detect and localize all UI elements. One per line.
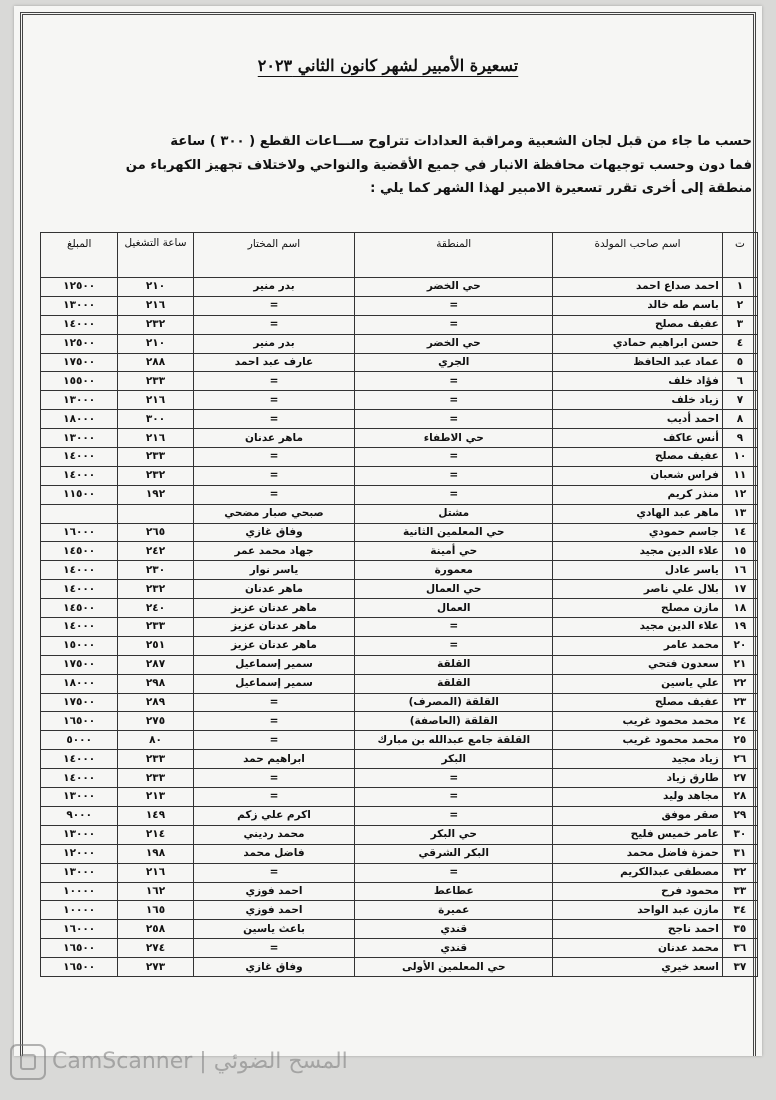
cell-amount: ١٧٥٠٠ <box>41 693 118 712</box>
cell-area: = <box>355 448 553 467</box>
table-row <box>41 296 758 315</box>
cell-mukhtar: احمد فوزي <box>193 901 355 920</box>
table-row <box>41 466 758 485</box>
cell-no: ٦ <box>722 372 757 391</box>
cell-area: القلقة (العاصفة) <box>355 712 553 731</box>
cell-owner-name: فؤاد خلف <box>553 372 723 391</box>
cell-amount: ١٢٥٠٠ <box>41 278 118 297</box>
cell-area: حي الخضر <box>355 334 553 353</box>
cell-mukhtar: ماهر عدنان <box>193 429 355 448</box>
cell-operating-hours: ٢٨٨ <box>118 353 193 372</box>
table-row <box>41 618 758 637</box>
cell-no: ٢٠ <box>722 636 757 655</box>
table-row <box>41 580 758 599</box>
cell-operating-hours: ٢٤٠ <box>118 599 193 618</box>
cell-amount: ١٥٥٠٠ <box>41 372 118 391</box>
cell-no: ٢٥ <box>722 731 757 750</box>
cell-owner-name: صقر موفق <box>553 806 723 825</box>
cell-no: ٥ <box>722 353 757 372</box>
cell-mukhtar: = <box>193 769 355 788</box>
cell-no: ٣٣ <box>722 882 757 901</box>
header-owner-name: اسم صاحب المولدة <box>553 233 723 278</box>
cell-no: ٣١ <box>722 844 757 863</box>
cell-owner-name: عامر خميس فليح <box>553 825 723 844</box>
cell-operating-hours: ٢٣٢ <box>118 315 193 334</box>
cell-mukhtar: بدر منير <box>193 278 355 297</box>
cell-amount: ١١٥٠٠ <box>41 485 118 504</box>
cell-operating-hours: ٢١٦ <box>118 391 193 410</box>
table-row <box>41 523 758 542</box>
cell-mukhtar: جهاد محمد عمر <box>193 542 355 561</box>
cell-area: حي الخضر <box>355 278 553 297</box>
cell-owner-name: عفيف مصلح <box>553 448 723 467</box>
cell-area: حي العمال <box>355 580 553 599</box>
cell-no: ١٥ <box>722 542 757 561</box>
document-title: تسعيرة الأمبير لشهر كانون الثاني ٢٠٢٣ <box>257 56 519 75</box>
cell-area: القلقة <box>355 674 553 693</box>
cell-mukhtar: عارف عبد احمد <box>193 353 355 372</box>
cell-operating-hours: ٢٥١ <box>118 636 193 655</box>
cell-no: ٨ <box>722 410 757 429</box>
cell-amount: ١٣٠٠٠ <box>41 429 118 448</box>
cell-area: حي المعلمين الأولى <box>355 958 553 977</box>
cell-no: ١٨ <box>722 599 757 618</box>
cell-operating-hours: ٢٣٠ <box>118 561 193 580</box>
cell-no: ٢٨ <box>722 788 757 807</box>
cell-operating-hours: ٢١٠ <box>118 334 193 353</box>
cell-mukhtar: = <box>193 410 355 429</box>
cell-no: ٧ <box>722 391 757 410</box>
cell-operating-hours: ٢٣٣ <box>118 750 193 769</box>
cell-owner-name: احمد صداع احمد <box>553 278 723 297</box>
cell-amount: ٥٠٠٠ <box>41 731 118 750</box>
cell-owner-name: علاء الدين مجيد <box>553 542 723 561</box>
document-page <box>14 6 762 1056</box>
cell-no: ٣٤ <box>722 901 757 920</box>
table-row <box>41 504 758 523</box>
cell-amount: ١٤٥٠٠ <box>41 542 118 561</box>
cell-operating-hours: ٢١٣ <box>118 788 193 807</box>
cell-area: البكر الشرقي <box>355 844 553 863</box>
cell-operating-hours: ٢١٠ <box>118 278 193 297</box>
cell-operating-hours: ٢٣٣ <box>118 769 193 788</box>
cell-operating-hours: ٢٧٣ <box>118 958 193 977</box>
cell-no: ٢٢ <box>722 674 757 693</box>
header-mukhtar: اسم المختار <box>193 233 355 278</box>
cell-area: = <box>355 618 553 637</box>
cell-no: ٢٦ <box>722 750 757 769</box>
cell-mukhtar: ماهر عدنان عزيز <box>193 599 355 618</box>
cell-operating-hours: ١٩٢ <box>118 485 193 504</box>
table-header-row <box>41 233 758 278</box>
cell-no: ١٢ <box>722 485 757 504</box>
table-row <box>41 599 758 618</box>
cell-area: عميرة <box>355 901 553 920</box>
cell-owner-name: ياسر عادل <box>553 561 723 580</box>
cell-area: عطاعط <box>355 882 553 901</box>
cell-operating-hours: ٢٨٧ <box>118 655 193 674</box>
cell-mukhtar: = <box>193 788 355 807</box>
cell-no: ٢٧ <box>722 769 757 788</box>
cell-owner-name: مازن مصلح <box>553 599 723 618</box>
cell-operating-hours: ٢٥٨ <box>118 920 193 939</box>
cell-owner-name: باسم طه خالد <box>553 296 723 315</box>
cell-operating-hours: ٨٠ <box>118 731 193 750</box>
cell-mukhtar: = <box>193 372 355 391</box>
cell-mukhtar: ماهر عدنان عزيز <box>193 618 355 637</box>
cell-amount: ١٤٠٠٠ <box>41 466 118 485</box>
scanner-watermark <box>10 1042 440 1082</box>
cell-mukhtar: فاضل محمد <box>193 844 355 863</box>
cell-area: مشتل <box>355 504 553 523</box>
cell-owner-name: منذر كريم <box>553 485 723 504</box>
cell-mukhtar: = <box>193 466 355 485</box>
table-row <box>41 372 758 391</box>
cell-amount: ١٥٠٠٠ <box>41 636 118 655</box>
table-row <box>41 334 758 353</box>
cell-no: ١ <box>722 278 757 297</box>
cell-amount: ١٣٠٠٠ <box>41 391 118 410</box>
cell-mukhtar: ياسر نوار <box>193 561 355 580</box>
table-row <box>41 315 758 334</box>
table-row <box>41 561 758 580</box>
cell-mukhtar: وفاق غازي <box>193 958 355 977</box>
cell-operating-hours: ٢١٤ <box>118 825 193 844</box>
table-row <box>41 844 758 863</box>
table-row <box>41 769 758 788</box>
cell-owner-name: محمود فرح <box>553 882 723 901</box>
table-row <box>41 542 758 561</box>
table-row <box>41 693 758 712</box>
cell-amount: ١٣٠٠٠ <box>41 863 118 882</box>
cell-area: = <box>355 636 553 655</box>
cell-amount: ١٧٥٠٠ <box>41 353 118 372</box>
cell-mukhtar: ابراهيم حمد <box>193 750 355 769</box>
cell-operating-hours: ٢٣٢ <box>118 580 193 599</box>
cell-amount: ١٦٥٠٠ <box>41 712 118 731</box>
cell-mukhtar: = <box>193 863 355 882</box>
cell-owner-name: زياد مجيد <box>553 750 723 769</box>
cell-no: ١٧ <box>722 580 757 599</box>
cell-mukhtar: سمير إسماعيل <box>193 655 355 674</box>
cell-owner-name: مصطفى عبدالكريم <box>553 863 723 882</box>
cell-no: ٣٧ <box>722 958 757 977</box>
cell-area: = <box>355 296 553 315</box>
cell-area: قندي <box>355 920 553 939</box>
cell-area: البكر <box>355 750 553 769</box>
cell-mukhtar: بدر منير <box>193 334 355 353</box>
table-row <box>41 674 758 693</box>
cell-mukhtar: = <box>193 391 355 410</box>
table-row <box>41 882 758 901</box>
cell-no: ١١ <box>722 466 757 485</box>
cell-amount: ١٣٠٠٠ <box>41 788 118 807</box>
cell-no: ١٤ <box>722 523 757 542</box>
cell-owner-name: اسعد خيري <box>553 958 723 977</box>
cell-mukhtar: اكرم علي زكم <box>193 806 355 825</box>
cell-area: = <box>355 863 553 882</box>
cell-amount: ١٢٠٠٠ <box>41 844 118 863</box>
table-row <box>41 278 758 297</box>
cell-no: ٩ <box>722 429 757 448</box>
cell-operating-hours: ٢٤٢ <box>118 542 193 561</box>
cell-amount: ١٤٠٠٠ <box>41 769 118 788</box>
cell-no: ١٣ <box>722 504 757 523</box>
cell-amount: ٩٠٠٠ <box>41 806 118 825</box>
cell-no: ٣٢ <box>722 863 757 882</box>
cell-area: = <box>355 315 553 334</box>
table-row <box>41 448 758 467</box>
cell-area: معمورة <box>355 561 553 580</box>
table-row <box>41 788 758 807</box>
cell-operating-hours: ٢٦٥ <box>118 523 193 542</box>
cell-operating-hours: ٢٨٩ <box>118 693 193 712</box>
pricing-table <box>40 232 758 977</box>
cell-area: حي الاطفاء <box>355 429 553 448</box>
cell-amount: ١٧٥٠٠ <box>41 655 118 674</box>
cell-owner-name: محمد محمود غريب <box>553 731 723 750</box>
cell-operating-hours: ٢٧٤ <box>118 939 193 958</box>
camscanner-icon <box>10 1044 46 1080</box>
cell-owner-name: زياد خلف <box>553 391 723 410</box>
table-row <box>41 825 758 844</box>
cell-owner-name: أنس عاكف <box>553 429 723 448</box>
cell-operating-hours: ٢١٦ <box>118 296 193 315</box>
cell-owner-name: مازن عبد الواحد <box>553 901 723 920</box>
table-row <box>41 636 758 655</box>
cell-operating-hours: ٢١٦ <box>118 429 193 448</box>
cell-mukhtar: صبحي صبار مضحي <box>193 504 355 523</box>
cell-owner-name: احمد أديب <box>553 410 723 429</box>
cell-mukhtar: = <box>193 712 355 731</box>
cell-operating-hours: ١٦٢ <box>118 882 193 901</box>
cell-owner-name: علاء الدين مجيد <box>553 618 723 637</box>
cell-amount: ١٢٥٠٠ <box>41 334 118 353</box>
cell-owner-name: مجاهد وليد <box>553 788 723 807</box>
cell-amount: ١٤٠٠٠ <box>41 618 118 637</box>
cell-area: = <box>355 485 553 504</box>
cell-no: ٤ <box>722 334 757 353</box>
cell-operating-hours: ١٦٥ <box>118 901 193 920</box>
header-operating-hours: ساعة التشغيل <box>118 233 193 278</box>
table-row <box>41 920 758 939</box>
cell-area: القلقة <box>355 655 553 674</box>
table-row <box>41 901 758 920</box>
cell-amount: ١٨٠٠٠ <box>41 674 118 693</box>
cell-area: = <box>355 391 553 410</box>
cell-owner-name: عفيف مصلح <box>553 315 723 334</box>
table-row <box>41 863 758 882</box>
cell-operating-hours: ٢٣٣ <box>118 448 193 467</box>
cell-amount <box>41 504 118 523</box>
cell-no: ١٦ <box>722 561 757 580</box>
intro-line: حسب ما جاء من قبل لجان الشعبية ومراقبة العدادات تتراوح ســـاعات القطع ( ٣٠٠ ) ساعة <box>170 134 752 149</box>
cell-mukhtar: = <box>193 939 355 958</box>
cell-mukhtar: = <box>193 731 355 750</box>
cell-mukhtar: احمد فوزي <box>193 882 355 901</box>
cell-owner-name: احمد ناجح <box>553 920 723 939</box>
cell-area: القلقة جامع عبدالله بن مبارك <box>355 731 553 750</box>
header-area: المنطقة <box>355 233 553 278</box>
cell-amount: ١٦٠٠٠ <box>41 523 118 542</box>
watermark-text: CamScanner | المسح الضوئي <box>52 1049 348 1074</box>
cell-owner-name: محمد عدنان <box>553 939 723 958</box>
cell-owner-name: عفيف مصلح <box>553 693 723 712</box>
cell-amount: ١٠٠٠٠ <box>41 901 118 920</box>
table-row <box>41 806 758 825</box>
cell-area: القلقة (المصرف) <box>355 693 553 712</box>
cell-operating-hours: ٢٧٥ <box>118 712 193 731</box>
table-row <box>41 731 758 750</box>
cell-owner-name: فراس شعبان <box>553 466 723 485</box>
cell-operating-hours: ٢٣٣ <box>118 618 193 637</box>
table-row <box>41 939 758 958</box>
cell-operating-hours: ٢٣٣ <box>118 372 193 391</box>
cell-owner-name: محمد عامر <box>553 636 723 655</box>
cell-amount: ١٣٠٠٠ <box>41 296 118 315</box>
cell-mukhtar: وفاق غازي <box>193 523 355 542</box>
cell-owner-name: عماد عبد الحافظ <box>553 353 723 372</box>
cell-no: ٢ <box>722 296 757 315</box>
cell-area: = <box>355 410 553 429</box>
cell-owner-name: ماهر عبد الهادي <box>553 504 723 523</box>
cell-operating-hours: ٢١٦ <box>118 863 193 882</box>
cell-area: حي أمينة <box>355 542 553 561</box>
table-row <box>41 410 758 429</box>
cell-no: ٢٤ <box>722 712 757 731</box>
table-row <box>41 391 758 410</box>
cell-area: الجري <box>355 353 553 372</box>
cell-no: ٢١ <box>722 655 757 674</box>
cell-amount: ١٤٠٠٠ <box>41 750 118 769</box>
cell-amount: ١٣٠٠٠ <box>41 825 118 844</box>
intro-paragraph <box>68 130 752 201</box>
cell-mukhtar: محمد رديني <box>193 825 355 844</box>
cell-operating-hours <box>118 504 193 523</box>
table-body <box>41 278 758 977</box>
cell-owner-name: محمد محمود غريب <box>553 712 723 731</box>
cell-operating-hours: ٢٣٢ <box>118 466 193 485</box>
cell-mukhtar: = <box>193 448 355 467</box>
cell-no: ٣٥ <box>722 920 757 939</box>
cell-mukhtar: سمير إسماعيل <box>193 674 355 693</box>
table-row <box>41 429 758 448</box>
cell-amount: ١٦٥٠٠ <box>41 939 118 958</box>
cell-area: حي المعلمين الثانية <box>355 523 553 542</box>
cell-mukhtar: ماهر عدنان عزيز <box>193 636 355 655</box>
cell-operating-hours: ١٩٨ <box>118 844 193 863</box>
cell-owner-name: حسن ابراهيم حمادي <box>553 334 723 353</box>
cell-no: ٣٠ <box>722 825 757 844</box>
cell-mukhtar: = <box>193 693 355 712</box>
table-row <box>41 655 758 674</box>
cell-area: = <box>355 806 553 825</box>
intro-line: منطقة إلى أخرى تقرر تسعيرة الامبير لهذا الشهر كما يلي : <box>370 181 752 196</box>
cell-area: = <box>355 372 553 391</box>
header-amount: المبلغ <box>41 233 118 278</box>
cell-owner-name: جاسم حمودي <box>553 523 723 542</box>
cell-area: قندي <box>355 939 553 958</box>
cell-amount: ١٨٠٠٠ <box>41 410 118 429</box>
cell-no: ٣٦ <box>722 939 757 958</box>
cell-mukhtar: ماهر عدنان <box>193 580 355 599</box>
cell-area: حي البكر <box>355 825 553 844</box>
cell-operating-hours: ٣٠٠ <box>118 410 193 429</box>
cell-operating-hours: ٢٩٨ <box>118 674 193 693</box>
cell-mukhtar: = <box>193 296 355 315</box>
cell-amount: ١٤٠٠٠ <box>41 580 118 599</box>
table-row <box>41 712 758 731</box>
cell-area: العمال <box>355 599 553 618</box>
cell-no: ١٠ <box>722 448 757 467</box>
table-row <box>41 485 758 504</box>
cell-owner-name: سعدون فتحي <box>553 655 723 674</box>
cell-amount: ١٦٥٠٠ <box>41 958 118 977</box>
table-row <box>41 353 758 372</box>
cell-amount: ١٦٠٠٠ <box>41 920 118 939</box>
cell-amount: ١٤٥٠٠ <box>41 599 118 618</box>
header-no: ت <box>722 233 757 278</box>
cell-no: ١٩ <box>722 618 757 637</box>
cell-owner-name: حمزة فاضل محمد <box>553 844 723 863</box>
cell-area: = <box>355 788 553 807</box>
cell-no: ٢٣ <box>722 693 757 712</box>
cell-mukhtar: باعث ياسين <box>193 920 355 939</box>
cell-no: ٢٩ <box>722 806 757 825</box>
table-row <box>41 750 758 769</box>
intro-line: فما دون وحسب توجيهات محافظة الانبار في جميع الأقضية والنواحي ولاختلاف تجهيز الكهرباء من <box>125 157 752 173</box>
cell-owner-name: علي ياسين <box>553 674 723 693</box>
cell-area: = <box>355 769 553 788</box>
cell-owner-name: بلال علي ناصر <box>553 580 723 599</box>
cell-mukhtar: = <box>193 485 355 504</box>
cell-no: ٣ <box>722 315 757 334</box>
cell-owner-name: طارق زياد <box>553 769 723 788</box>
cell-amount: ١٤٠٠٠ <box>41 448 118 467</box>
cell-amount: ١٤٠٠٠ <box>41 561 118 580</box>
cell-operating-hours: ١٤٩ <box>118 806 193 825</box>
cell-amount: ١٠٠٠٠ <box>41 882 118 901</box>
cell-amount: ١٤٠٠٠ <box>41 315 118 334</box>
cell-mukhtar: = <box>193 315 355 334</box>
cell-area: = <box>355 466 553 485</box>
table-row <box>41 958 758 977</box>
